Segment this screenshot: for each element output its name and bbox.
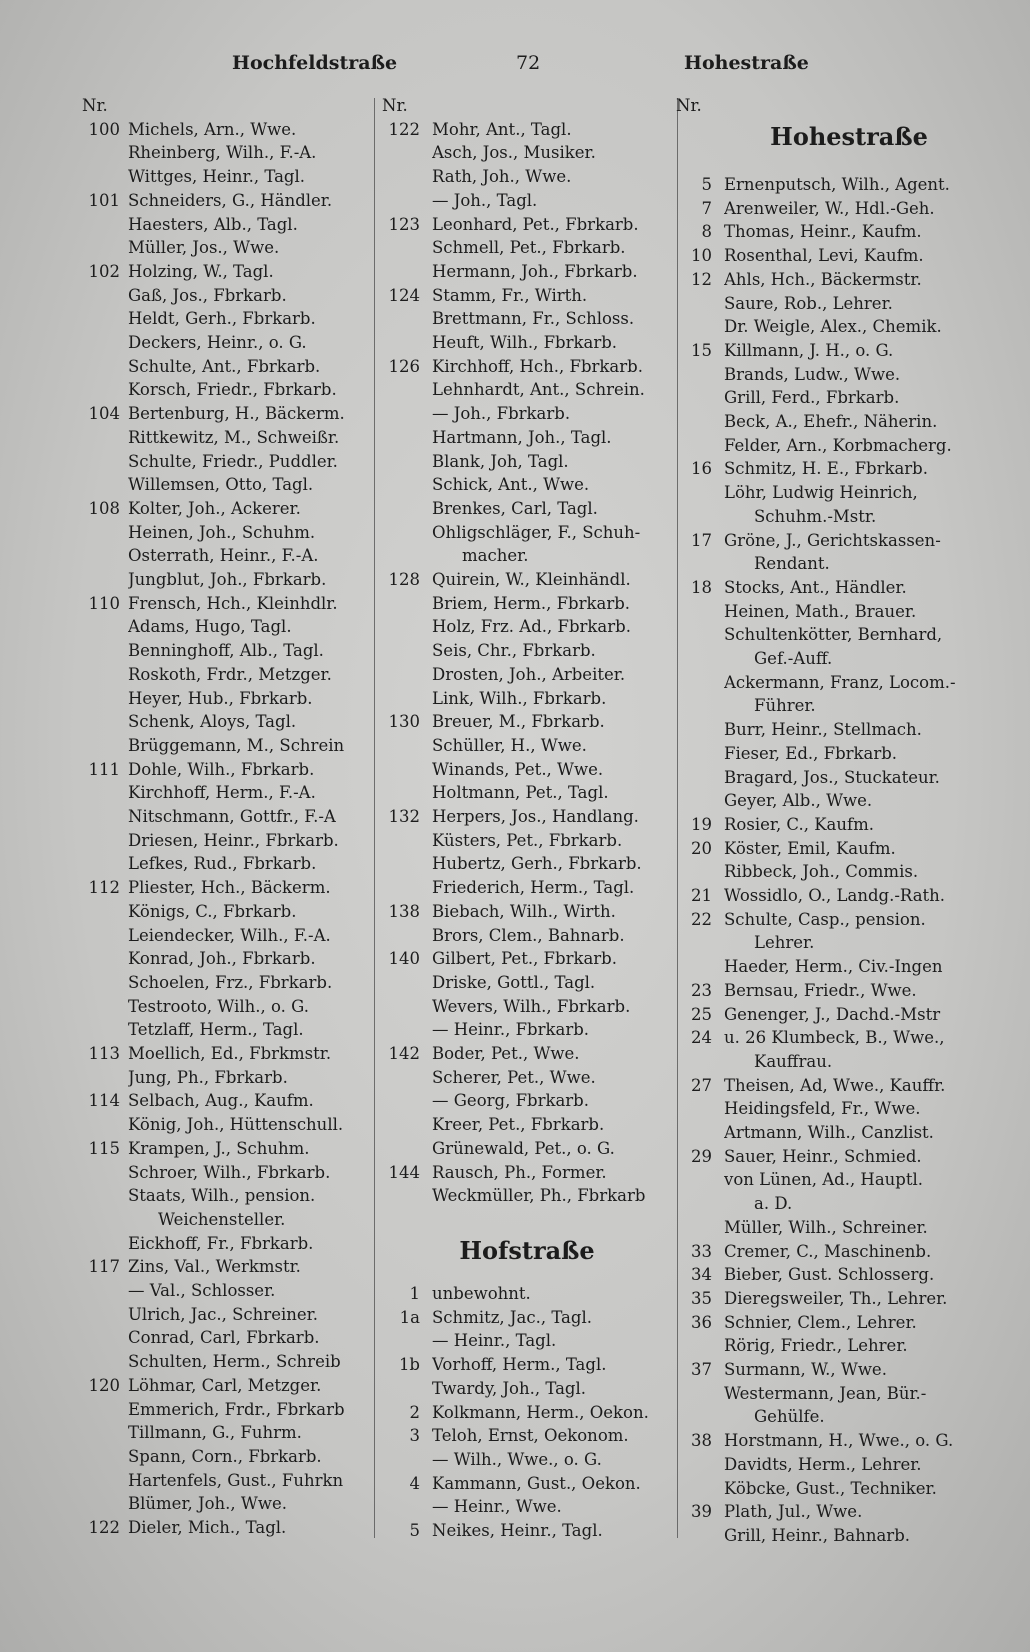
resident-text: Stamm, Fr., Wirth. <box>432 285 588 305</box>
resident-text: Holzing, W., Tagl. <box>128 261 274 281</box>
house-number: 5 <box>409 1521 420 1540</box>
resident-text: Schulte, Ant., Fbrkarb. <box>128 356 321 376</box>
resident-text: Conrad, Carl, Fbrkarb. <box>128 1328 320 1348</box>
resident-text: Genenger, J., Dachd.-Mstr <box>724 1004 941 1024</box>
resident-text: Schultenkötter, Bernhard, <box>724 625 943 645</box>
resident-text: Schnier, Clem., Lehrer. <box>724 1312 917 1332</box>
resident-text: Zins, Val., Werkmstr. <box>128 1257 301 1277</box>
resident-text: Scherer, Pet., Wwe. <box>432 1067 596 1087</box>
resident-text: Brenkes, Carl, Tagl. <box>432 498 598 518</box>
resident-text: Dohle, Wilh., Fbrkarb. <box>128 759 315 779</box>
resident-text: Schuhm.-Mstr. <box>754 506 877 526</box>
resident-text: Herpers, Jos., Handlang. <box>432 807 639 826</box>
resident-text: Schmitz, H. E., Fbrkarb. <box>724 459 928 479</box>
house-number: 29 <box>691 1146 712 1166</box>
resident-text: Emmerich, Frdr., Fbrkarb <box>128 1399 345 1419</box>
resident-text: Heidingsfeld, Fr., Wwe. <box>724 1099 921 1119</box>
resident-text: Rendant. <box>754 554 830 574</box>
resident-text: Mohr, Ant., Tagl. <box>432 119 572 139</box>
resident-text: — Heinr., Wwe. <box>432 1497 562 1517</box>
resident-text: Konrad, Joh., Fbrkarb. <box>128 949 316 969</box>
resident-text: Rosier, C., Kaufm. <box>724 814 874 834</box>
house-number: 132 <box>388 807 420 826</box>
resident-text: Roskoth, Frdr., Metzger. <box>128 664 332 684</box>
resident-text: Thomas, Heinr., Kaufm. <box>724 222 922 242</box>
house-number: Nr. <box>382 96 408 115</box>
resident-text: Seis, Chr., Fbrkarb. <box>432 641 596 661</box>
resident-text: Schoelen, Frz., Fbrkarb. <box>128 972 333 992</box>
house-number: 126 <box>388 356 420 376</box>
resident-text: Bragard, Jos., Stuckateur. <box>724 767 940 787</box>
resident-text: Driesen, Heinr., Fbrkarb. <box>128 830 339 850</box>
column-divider <box>374 98 375 1538</box>
resident-text: Weichensteller. <box>158 1209 286 1229</box>
resident-text: Driske, Gottl., Tagl. <box>432 972 596 992</box>
resident-text: Vorhoff, Herm., Tagl. <box>432 1355 607 1375</box>
resident-text: Schüller, H., Wwe. <box>432 735 587 755</box>
resident-text: — Val., Schlosser. <box>128 1281 276 1300</box>
house-number: 21 <box>691 886 712 905</box>
resident-text: — Georg, Fbrkarb. <box>432 1091 589 1111</box>
resident-text: Surmann, W., Wwe. <box>724 1360 887 1379</box>
resident-text: Horstmann, H., Wwe., o. G. <box>724 1431 954 1451</box>
resident-text: u. 26 Klumbeck, B., Wwe., <box>724 1028 945 1048</box>
resident-text: Heinen, Math., Brauer. <box>724 601 917 621</box>
resident-text: Dieregsweiler, Th., Lehrer. <box>724 1288 948 1308</box>
resident-text: Teloh, Ernst, Oekonom. <box>432 1426 629 1446</box>
resident-text: Kammann, Gust., Oekon. <box>432 1473 641 1493</box>
resident-text: Schmitz, Jac., Tagl. <box>432 1307 592 1327</box>
resident-text: Adams, Hugo, Tagl. <box>128 617 292 637</box>
house-number: 23 <box>691 980 712 1000</box>
resident-text: Selbach, Aug., Kaufm. <box>128 1091 314 1111</box>
resident-text: Schulten, Herm., Schreib <box>128 1352 341 1372</box>
running-head-left: Hochfeldstraße <box>232 52 398 74</box>
resident-text: Cremer, C., Maschinenb. <box>724 1241 932 1261</box>
house-number: 10 <box>691 246 712 266</box>
house-number: 34 <box>691 1265 712 1285</box>
resident-text: Köster, Emil, Kaufm. <box>724 838 896 858</box>
resident-text: Gilbert, Pet., Fbrkarb. <box>432 949 617 969</box>
resident-text: Rittkewitz, M., Schweißr. <box>128 427 340 447</box>
resident-text: Heuft, Wilh., Fbrkarb. <box>432 333 618 352</box>
house-number: 111 <box>88 759 120 779</box>
resident-text: Dr. Weigle, Alex., Chemik. <box>724 317 942 337</box>
house-number: 124 <box>388 285 420 305</box>
resident-text: Leonhard, Pet., Fbrkarb. <box>432 214 639 234</box>
resident-text: Gröne, J., Gerichtskassen- <box>724 530 941 550</box>
house-number: 27 <box>691 1075 712 1095</box>
resident-text: — Joh., Tagl. <box>432 190 538 210</box>
house-number: 140 <box>388 949 420 969</box>
resident-text: Benninghoff, Alb., Tagl. <box>128 641 324 661</box>
resident-text: Sauer, Heinr., Schmied. <box>724 1146 922 1166</box>
resident-text: Schulte, Friedr., Puddler. <box>128 451 338 471</box>
resident-text: Schneiders, G., Händler. <box>128 190 333 210</box>
resident-text: Quirein, W., Kleinhändl. <box>432 570 631 589</box>
resident-text: Korsch, Friedr., Fbrkarb. <box>128 380 337 400</box>
resident-text: unbewohnt. <box>432 1284 531 1303</box>
house-number: 25 <box>691 1004 712 1024</box>
resident-text: Westermann, Jean, Bür.- <box>724 1383 927 1403</box>
resident-text: Schroer, Wilh., Fbrkarb. <box>128 1162 331 1182</box>
house-number: 1a <box>399 1307 420 1327</box>
house-number: 120 <box>88 1375 120 1395</box>
resident-text: Müller, Wilh., Schreiner. <box>724 1217 928 1237</box>
resident-text: Twardy, Joh., Tagl. <box>432 1378 587 1398</box>
house-number: 101 <box>88 190 120 210</box>
resident-text: Felder, Arn., Korbmacherg. <box>724 435 952 455</box>
resident-text: Rheinberg, Wilh., F.-A. <box>128 143 317 163</box>
resident-text: Plath, Jul., Wwe. <box>724 1502 863 1522</box>
resident-text: von Lünen, Ad., Hauptl. <box>724 1170 923 1190</box>
resident-text: Fieser, Ed., Fbrkarb. <box>724 743 898 763</box>
resident-text: Kolter, Joh., Ackerer. <box>128 498 301 518</box>
house-number: 15 <box>691 340 712 360</box>
house-number: 115 <box>88 1138 120 1158</box>
resident-text: Boder, Pet., Wwe. <box>432 1044 580 1063</box>
resident-text: Lehnhardt, Ant., Schrein. <box>432 380 645 400</box>
resident-text: Ribbeck, Joh., Commis. <box>724 862 919 882</box>
house-number: 38 <box>691 1431 712 1451</box>
resident-text: Brors, Clem., Bahnarb. <box>432 925 625 945</box>
house-number: 35 <box>691 1288 712 1308</box>
resident-text: Friederich, Herm., Tagl. <box>432 878 635 898</box>
resident-text: Köbcke, Gust., Techniker. <box>724 1478 937 1498</box>
resident-text: Gef.-Auff. <box>754 649 833 668</box>
resident-text: Brands, Ludw., Wwe. <box>724 364 901 384</box>
resident-text: Haesters, Alb., Tagl. <box>128 214 298 234</box>
house-number: 130 <box>388 712 420 732</box>
resident-text: Schick, Ant., Wwe. <box>432 475 590 495</box>
house-number: 104 <box>88 404 120 424</box>
resident-text: Artmann, Wilh., Canzlist. <box>724 1123 934 1142</box>
resident-text: Link, Wilh., Fbrkarb. <box>432 688 607 708</box>
resident-text: Führer. <box>754 696 816 716</box>
resident-text: Michels, Arn., Wwe. <box>128 119 297 139</box>
resident-text: Königs, C., Fbrkarb. <box>128 901 297 921</box>
resident-text: Tetzlaff, Herm., Tagl. <box>128 1020 304 1040</box>
resident-text: Wittges, Heinr., Tagl. <box>128 167 306 187</box>
house-number: 144 <box>388 1162 420 1182</box>
house-number: 102 <box>88 261 120 281</box>
resident-text: Grill, Heinr., Bahnarb. <box>724 1525 911 1545</box>
resident-text: Tillmann, G., Fuhrm. <box>128 1423 302 1443</box>
resident-text: Kauffrau. <box>754 1051 833 1071</box>
resident-text: Pliester, Hch., Bäckerm. <box>128 878 331 898</box>
resident-text: Nitschmann, Gottfr., F.-A <box>128 807 336 826</box>
resident-text: Stocks, Ant., Händler. <box>724 577 907 597</box>
resident-text: — Joh., Fbrkarb. <box>432 404 571 424</box>
resident-text: Neikes, Heinr., Tagl. <box>432 1521 603 1540</box>
house-number: 122 <box>388 119 420 139</box>
resident-text: Rosenthal, Levi, Kaufm. <box>724 246 924 266</box>
resident-text: Hubertz, Gerh., Fbrkarb. <box>432 854 642 874</box>
house-number: 16 <box>691 459 712 479</box>
resident-text: Testrooto, Wilh., o. G. <box>128 996 309 1016</box>
house-number: 112 <box>88 878 120 898</box>
house-number: 1 <box>409 1284 420 1303</box>
resident-text: Beck, A., Ehefr., Näherin. <box>724 412 938 431</box>
house-number: 7 <box>701 198 712 218</box>
resident-text: Brüggemann, M., Schrein <box>128 735 345 755</box>
resident-text: König, Joh., Hüttenschull. <box>128 1115 344 1135</box>
house-number: Nr. <box>676 96 702 115</box>
resident-text: Ohligschläger, F., Schuh- <box>432 522 641 542</box>
house-number: 24 <box>691 1028 712 1048</box>
resident-text: Geyer, Alb., Wwe. <box>724 791 873 811</box>
street-heading: Hohestraße <box>770 122 928 151</box>
house-number: 2 <box>409 1402 420 1422</box>
resident-text: Willemsen, Otto, Tagl. <box>128 475 314 495</box>
house-number: 138 <box>388 901 420 921</box>
resident-text: Rörig, Friedr., Lehrer. <box>724 1336 908 1356</box>
resident-text: Heyer, Hub., Fbrkarb. <box>128 688 313 708</box>
resident-text: — Heinr., Fbrkarb. <box>432 1020 590 1040</box>
resident-text: Kreer, Pet., Fbrkarb. <box>432 1115 605 1135</box>
resident-text: Moellich, Ed., Fbrkmstr. <box>128 1044 332 1063</box>
resident-text: Osterrath, Heinr., F.-A. <box>128 546 319 566</box>
house-number: 33 <box>691 1241 712 1261</box>
resident-text: Löhmar, Carl, Metzger. <box>128 1375 322 1395</box>
resident-text: Kolkmann, Herm., Oekon. <box>432 1402 649 1422</box>
house-number: 108 <box>88 498 120 518</box>
resident-text: Bernsau, Friedr., Wwe. <box>724 980 917 1000</box>
house-number: 1b <box>398 1355 420 1375</box>
resident-text: Gaß, Jos., Fbrkarb. <box>128 285 287 305</box>
house-number: 20 <box>691 838 712 858</box>
resident-text: Frensch, Hch., Kleinhdlr. <box>128 593 338 613</box>
resident-text: Heldt, Gerh., Fbrkarb. <box>128 309 316 329</box>
resident-text: Arenweiler, W., Hdl.-Geh. <box>724 198 935 218</box>
house-number: 18 <box>691 577 712 597</box>
resident-text: Eickhoff, Fr., Fbrkarb. <box>128 1233 314 1253</box>
resident-text: Killmann, J. H., o. G. <box>724 340 894 360</box>
resident-text: Brettmann, Fr., Schloss. <box>432 309 635 329</box>
resident-text: Ackermann, Franz, Locom.- <box>724 672 956 692</box>
resident-text: Haeder, Herm., Civ.-Ingen <box>724 957 943 977</box>
house-number: 142 <box>388 1044 420 1063</box>
resident-text: Gehülfe. <box>754 1407 825 1427</box>
resident-text: Holtmann, Pet., Tagl. <box>432 783 609 803</box>
house-number: 5 <box>701 175 712 194</box>
resident-text: Kirchhoff, Herm., F.-A. <box>128 783 316 803</box>
resident-text: Winands, Pet., Wwe. <box>432 759 604 779</box>
running-head-right: Hohestraße <box>684 52 809 74</box>
resident-text: Rausch, Ph., Former. <box>432 1162 607 1182</box>
resident-text: Dieler, Mich., Tagl. <box>128 1518 287 1537</box>
resident-text: Leiendecker, Wilh., F.-A. <box>128 925 331 945</box>
resident-text: Saure, Rob., Lehrer. <box>724 293 893 313</box>
resident-text: Briem, Herm., Fbrkarb. <box>432 593 631 613</box>
house-number: 117 <box>88 1257 120 1277</box>
house-number: 122 <box>88 1518 120 1537</box>
house-number: 4 <box>409 1473 420 1493</box>
resident-text: Staats, Wilh., pension. <box>128 1186 316 1206</box>
resident-text: Krampen, J., Schuhm. <box>128 1138 310 1158</box>
resident-text: Ulrich, Jac., Schreiner. <box>128 1304 318 1324</box>
resident-text: Ahls, Hch., Bäckermstr. <box>724 269 922 289</box>
house-number: 110 <box>88 593 120 613</box>
resident-text: Küsters, Pet., Fbrkarb. <box>432 830 623 850</box>
resident-text: Theisen, Ad, Wwe., Kauffr. <box>724 1075 946 1095</box>
resident-text: Holz, Frz. Ad., Fbrkarb. <box>432 617 631 637</box>
page-number: 72 <box>516 52 541 74</box>
house-number: 128 <box>388 570 420 589</box>
resident-text: Biebach, Wilh., Wirth. <box>432 901 616 921</box>
resident-text: Schmell, Pet., Fbrkarb. <box>432 238 626 258</box>
resident-text: Blank, Joh, Tagl. <box>432 451 569 471</box>
resident-text: — Wilh., Wwe., o. G. <box>432 1449 602 1469</box>
house-number: 37 <box>691 1360 712 1379</box>
house-number: 113 <box>88 1044 120 1063</box>
resident-text: Blümer, Joh., Wwe. <box>128 1494 288 1514</box>
resident-text: Löhr, Ludwig Heinrich, <box>724 483 918 503</box>
resident-text: Davidts, Herm., Lehrer. <box>724 1454 922 1474</box>
resident-text: Lehrer. <box>754 933 815 953</box>
house-number: 3 <box>409 1426 420 1446</box>
house-number: 12 <box>691 269 712 289</box>
resident-text: Weckmüller, Ph., Fbrkarb <box>432 1186 646 1206</box>
resident-text: Schulte, Casp., pension. <box>724 909 926 929</box>
column-divider <box>677 98 678 1538</box>
resident-text: Ernenputsch, Wilh., Agent. <box>724 175 950 194</box>
resident-text: Rath, Joh., Wwe. <box>432 167 572 187</box>
resident-text: Hartmann, Joh., Tagl. <box>432 427 612 447</box>
resident-text: Breuer, M., Fbrkarb. <box>432 712 605 732</box>
resident-text: Lefkes, Rud., Fbrkarb. <box>128 854 317 874</box>
resident-text: Heinen, Joh., Schuhm. <box>128 522 316 542</box>
resident-text: Jung, Ph., Fbrkarb. <box>128 1067 288 1087</box>
resident-text: Schenk, Aloys, Tagl. <box>128 712 297 732</box>
resident-text: Müller, Jos., Wwe. <box>128 238 280 258</box>
resident-text: Kirchhoff, Hch., Fbrkarb. <box>432 356 643 376</box>
resident-text: Asch, Jos., Musiker. <box>432 143 596 163</box>
resident-text: a. D. <box>754 1194 793 1214</box>
resident-text: Burr, Heinr., Stellmach. <box>724 720 922 740</box>
resident-text: Deckers, Heinr., o. G. <box>128 333 307 352</box>
house-number: 17 <box>691 530 712 550</box>
resident-text: Jungblut, Joh., Fbrkarb. <box>128 570 327 589</box>
house-number: 8 <box>701 222 712 242</box>
resident-text: Spann, Corn., Fbrkarb. <box>128 1446 322 1466</box>
resident-text: macher. <box>462 546 529 566</box>
resident-text: Hermann, Joh., Fbrkarb. <box>432 261 638 281</box>
resident-text: Grünewald, Pet., o. G. <box>432 1138 615 1158</box>
house-number: 19 <box>691 814 712 834</box>
resident-text: Grill, Ferd., Fbrkarb. <box>724 388 900 408</box>
resident-text: Hartenfels, Gust., Fuhrkn <box>128 1470 344 1490</box>
house-number: 114 <box>88 1091 120 1111</box>
street-heading: Hofstraße <box>459 1236 595 1265</box>
house-number: 39 <box>691 1502 712 1522</box>
resident-text: Wossidlo, O., Landg.-Rath. <box>724 886 946 905</box>
house-number: 22 <box>691 909 712 929</box>
house-number: 100 <box>88 119 120 139</box>
house-number: 123 <box>388 214 420 234</box>
resident-text: Wevers, Wilh., Fbrkarb. <box>432 996 631 1016</box>
resident-text: Bertenburg, H., Bäckerm. <box>128 404 345 424</box>
resident-text: Bieber, Gust. Schlosserg. <box>724 1265 935 1285</box>
house-number: 36 <box>691 1312 712 1332</box>
resident-text: Drosten, Joh., Arbeiter. <box>432 664 626 684</box>
house-number: Nr. <box>82 96 108 115</box>
resident-text: — Heinr., Tagl. <box>432 1331 557 1351</box>
